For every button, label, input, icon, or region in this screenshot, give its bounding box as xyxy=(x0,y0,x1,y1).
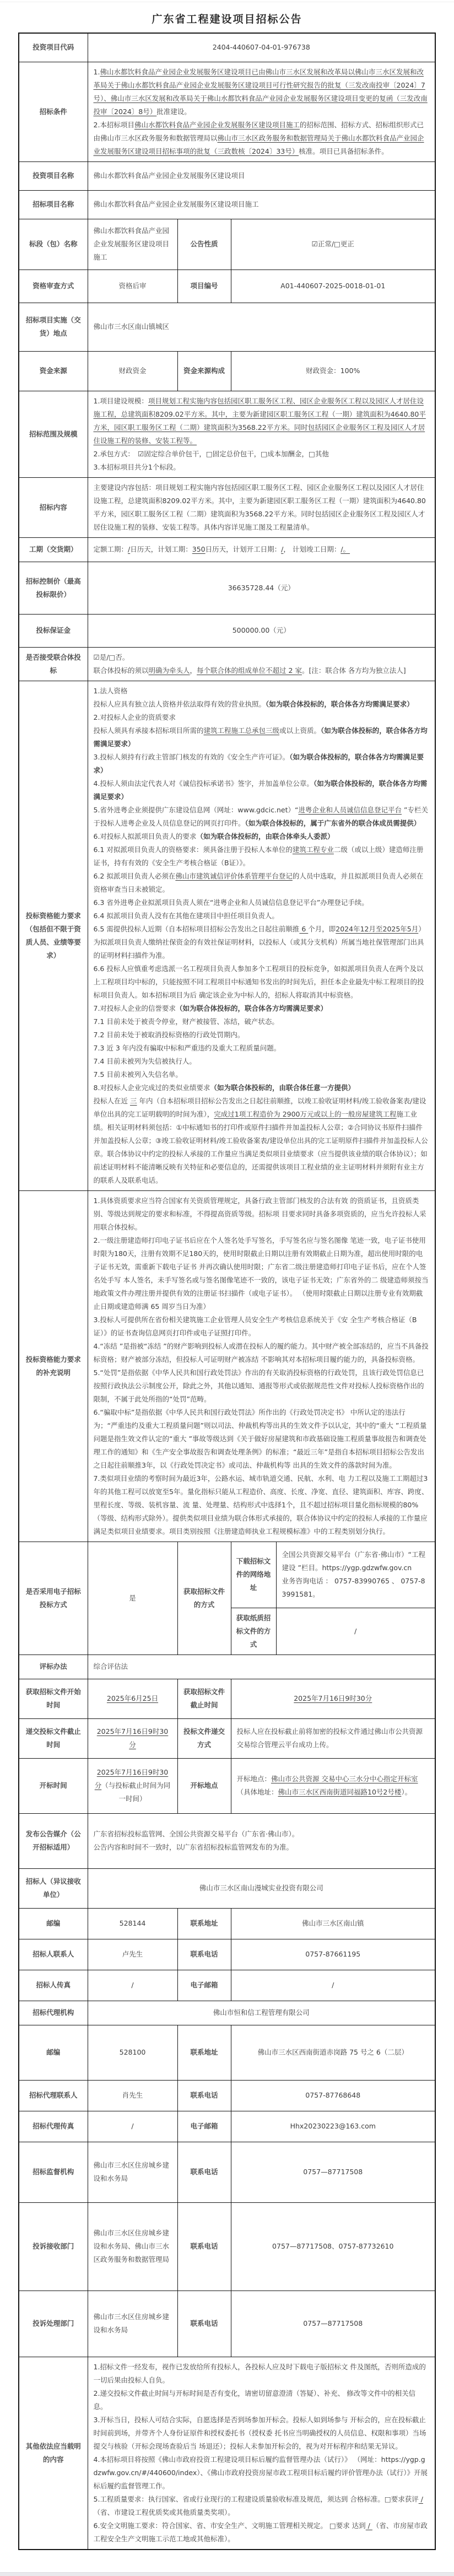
section-name-label: 标段（包）名称 xyxy=(19,219,88,270)
fund-composition-value: 财政资金：100% xyxy=(231,351,435,391)
bid-bond-label: 投标保证金 xyxy=(19,614,88,647)
fund-composition-label: 资金来源构成 xyxy=(177,351,231,391)
tender-conditions-label: 招标条件 xyxy=(19,62,88,161)
paper-document-label: 获取纸质招标文件的方式 xyxy=(231,1608,276,1655)
agency-contact-label: 招标代理联系人 xyxy=(19,2080,88,2111)
qualification-requirements-value: 1.法人资格 投标人应具有独立法人资格并依法取得有效的营业执照。（如为联合体投标的，联合体各方均需满足要求） 2.对投标人企业的资质要求 投标人须具有承接本招标项目所需的建筑工程施工总承包三级或以上资质。（如为联合体投标的，联合体各方均需满足要求） 3.投标人须持有行政主管部门核发的有效的《安全生产许可证》。（如为联合体投标的，联合体各方均需满足要求） 4.投标人须由法定代表人对《诚信投标承诺书》签字，并加盖单位公章。（如为联合体投标的，联合体各方均需满足要求） 5.省外进粤企业须提供广东建设信息网（网址：www.gdcic.net）“进粤企业和人员诚信信息登记平台 ”专栏关于投标人进粤企业及人员信息登记的网页打印件。（如为联合体投标的，属于广东省外的联合体成员需提供） 6.对投标人拟派项目负责人的要求（如为联合体投标的，由联合体牵头人委派） 6.1 对拟派项目负责人的资格要求：须具备注册于投标人本单位的建筑工程专业二级（或以上级）建造师注册证书，持有有效的《安全生产考核合格证（B证）》。 6.2 拟派项目负责人必须在佛山市建筑诚信评价体系管理平台登记的人员中选取，并且拟派项目负责人必须在资格审查当日未被锁定。 6.3 省外进粤企业拟派项目负责人须在“进粤企业和人员诚信信息登记平台”办理登记手续。 6.4 拟派项目负责人没有在其他在建项目中担任项目负责人。 6.5 需提供投标人近期（自本招标项目招标公告发出之日起往前顺推 6 个月，即2024年12月至2025年5月）为拟派项目负责人缴纳社保资金的有效社保证明材料，以投标人（或其分支机构）所属当地社保管理部门出具的证明材料扫描件为准。 6.6 投标人应慎重考虑选派一名工程项目负责人参加多个工程项目的投标竞争，如拟派项目负责人在两个及以上工程项目均中标的，只能按照不同工程项目中标通知书发出的时间先后，担任本企业最先中标工程项目的投标项目负责人。如本招标项目为后 确定该企业为中标人的，招标人将取消其中标资格。 7.对投标人企业的信誉要求（如为联合体投标的，联合体各方均需满足要求） 7.1 目前未处于被责令停业，财产被接管、冻结，破产状态。 7.2 目前未处于被取消投标资格的行政处罚期内。 7.3 近 3 年内没有骗取中标和严重违约及重大工程质量问题。 7.4 目前未被列为失信被执行人。 7.5 目前未被列入失信名单。 8.对投标人企业完成过的类似业绩要求（如为联合体投标的，由联合体任意一方提供） 投标人在近 三 年内（自本招标项目招标公告发出之日起往前顺推，以竣工验收证明材料/竣工验收备案表/建设单位出具的完工证明载明的时间为准），完成过1项工程造价为 2900万元或以上的一般房屋建筑工程施工业绩。相关证明材料须包括：①中标通知书的打印件或原件扫描件并加盖投标人公章；②合同协议书原件扫描件并加盖投标人公章；③竣工验收证明材料/竣工验收备案表/建设单位出具的完工证明原件扫描件并加盖投标人公章。联合体协议中约定的投标人承接的工作量应当满足类似项目业绩要求（应当提供该业绩的联合体协议）；如前述证明材料不能清晰反映有关特征和必要信息的，还需提供该项目工程业绩的业主证明材料并须附有业主方的联系人及联系电话。 xyxy=(88,681,435,1190)
page-top-divider xyxy=(0,0,454,2)
tender-project-name-label: 招标项目名称 xyxy=(19,190,88,219)
agency-phone-value: 0757-87768648 xyxy=(231,2080,435,2111)
agency-email-label: 电子邮箱 xyxy=(177,2111,231,2142)
project-number-value: A01-440607-2025-0018-01-01 xyxy=(231,270,435,303)
obtain-deadline-value: 2025年7月16日9时30分 xyxy=(231,1679,435,1718)
agency-address-label: 联系地址 xyxy=(177,2025,231,2080)
agency-contact-value: 肖先生 xyxy=(88,2080,177,2111)
agency-fax-label: 招标代理传真 xyxy=(19,2111,88,2142)
supervision-agency-value: 佛山市三水区住房城乡建设和水务局 xyxy=(88,2142,177,2202)
agency-phone-label: 联系电话 xyxy=(177,2080,231,2111)
tenderer-address-value: 佛山市三水区南山镇 xyxy=(231,1908,435,1939)
fund-source-value: 财政资金 xyxy=(88,351,177,391)
tenderer-label: 招标人（异议接收单位） xyxy=(19,1868,88,1908)
complaint-handle-label: 投诉处理部门 xyxy=(19,2291,88,2357)
tender-content-label: 招标内容 xyxy=(19,477,88,537)
tenderer-contact-label: 招标人联系人 xyxy=(19,1939,88,1970)
prequalification-method-label: 资格审查方式 xyxy=(19,270,88,303)
project-number-label: 项目编号 xyxy=(177,270,231,303)
opening-place-value: 开标地点：佛山市公共资源 交易中心三水分中心指定开标室（具体地址：佛山市三水区西南街道同福路10号2号楼）。 xyxy=(231,1758,435,1813)
supervision-agency-label: 招标监督机构 xyxy=(19,2142,88,2202)
tenderer-value: 佛山市三水区南山漫城实业投资有限公司 xyxy=(88,1868,435,1908)
download-address-label: 下载招标文件的网络地址 xyxy=(231,1542,276,1608)
evaluation-method-value: 综合评估法 xyxy=(88,1655,435,1679)
duration-label: 工期（交货期） xyxy=(19,537,88,562)
complaint-handle-phone-label: 联系电话 xyxy=(177,2291,231,2357)
other-content-label: 其他依法应当载明的内容 xyxy=(19,2357,88,2550)
notice-nature-label: 公告性质 xyxy=(177,219,231,270)
control-price-value: 36635728.44（元） xyxy=(88,562,435,614)
tenderer-address-label: 联系地址 xyxy=(177,1908,231,1939)
submission-method-value: 投标人应在投标截止前将加密的投标文件通过佛山市公共资源交易综合管理云平台成功上传。 xyxy=(231,1718,435,1758)
tenderer-phone-label: 联系电话 xyxy=(177,1939,231,1970)
tenderer-phone-value: 0757-87661195 xyxy=(231,1939,435,1970)
prequalification-method-value: 资格后审 xyxy=(88,270,177,303)
tenderer-fax-label: 招标人传真 xyxy=(19,1970,88,2001)
submission-deadline-value: 2025年7月16日9时30分 xyxy=(88,1718,177,1758)
fund-source-label: 资金来源 xyxy=(19,351,88,391)
complaint-receive-phone-label: 联系电话 xyxy=(177,2202,231,2291)
page-bottom-bar xyxy=(0,2572,454,2576)
investment-project-name-value: 佛山水都饮料食品产业园企业发展服务区建设项目 xyxy=(88,161,435,190)
bid-bond-value: 500000.00（元） xyxy=(88,614,435,647)
consortium-label: 是否接受联合体投标 xyxy=(19,647,88,681)
qualification-notes-value: 1.具体资质要求应当符合国家有关资质管理规定，具备行政主管部门核发的合法有效 的资质证书，且资质类别、等级达到规定的要求和标准，不得提高资质等级。招标项 目要求同时具备多项资质的，应当允许投标人采用联合体投标。 2.一级注册建造师打印电子证书后应在个人签名处手写签名，手写签名应与签名图像 笔迹一致，电子证书使用时限为180天，注册有效期不足180天的，使用时限截止日期以注册有效期截止日期为准，超出使用时限的电子证书无效，需重新下载电子证书 并再次确认使用时限；广东省二级注册建造师打印电子证书后，应在个人签名处手写 本人签名，未手写签名或与签名图像笔迹不一致的，该电子证书无效；广东省外的二 级建造师须按当地政策文件办理注册并提供有效的注册证书扫描件（或电子证书）。 （使用时限截止日期以注册专业有效期截止日期或建造师满 65 周岁当日为准） 3.投标人可提供所在省份相关建筑施工企业管理人员安全生产考核信息系统关于《安 全生产考核合格证（B证）》的证书查询信息网页打印件或电子证照打印件。 4.“冻结 ”是指被“冻结 ”的财产影响到投标人或潜在投标人的履约能力。其中财产被全部冻结的，应当不具备投标资格；财产被部分冻结，但投标人可证明财产被冻结 不影响其对本招标项目履约能力的，具备投标资格。 5.“处罚”是指依据《中华人民共和国行政处罚法》作出的有关取消投标资格的行政处罚，且该行政处罚信息已按照行政执法公示制度公开，除此之外，其他以通知、通报等形式或依据规范性文件对投标人投标资格作出的限制，不属于此处所指的“处罚”范畴。 6.“骗取中标”是指依据《中华人民共和国行政处罚法》所作出的《行政处罚决定书》 中所认定的违法行为；“严重违约及重大工程质量问题”则以司法、仲裁机构等出具的生效文件予以认定，其中的“重大 ”工程质量问题是指生效文件认定的“重大 ”事故等级达到《关于做好房屋建筑和市政基础设施工程质量事故报告和调查处理工作的通知》和《生产安全事故报告和调查处理条例》的标准；“最近三年”是指自本招标项目招标公告发出之日起往前顺推3年，以《行政处罚决定书》或司法、仲裁机构等 出具的生效文件的落款时间为准。 7.类似项目业绩的考察时间为最近3年，公路水运、城市轨道交通、民航、水利、电 力工程以及施工工期超过3年的其他工程可以放宽至5年。量化指标只能从工程造价、高度、长度、净宽、直径、建筑面积、库容、跨度、里程长度、等级、装机容量、流 量、处理量、结构形式中选择1个，且不超过招标项目量化指标规模的80%（等级、结构形式除外）。提供类似项目业绩为联合体形式承接的，联合体协议中约定的投标人承接的工作量应满足类似项目业绩要求。项目类别按照《注册建造师执业工程规模标准》中的工程类别划分执行。 xyxy=(88,1190,435,1542)
opening-time-label: 开标时间 xyxy=(19,1758,88,1813)
tenderer-fax-value: / xyxy=(88,1970,177,2001)
electronic-bidding-value: 是 xyxy=(88,1542,177,1655)
agency-postcode-label: 邮编 xyxy=(19,2025,88,2080)
agency-address-value: 佛山市三水区西南街道赤岗路 75 号之 6（二层） xyxy=(231,2025,435,2080)
complaint-handle-value: 佛山市三水区住房城乡建设和水务局 xyxy=(88,2291,177,2357)
opening-time-value: 2025年7月16日9时30分（与投标截止时间为同一时间） xyxy=(88,1758,177,1813)
submission-deadline-label: 递交投标文件截止时间 xyxy=(19,1718,88,1758)
agency-value: 佛山市恒和信工程管理有限公司 xyxy=(88,2001,435,2025)
tender-conditions-value: 1.佛山水都饮料食品产业园企业发展服务区建设项目已由佛山市三水区发展和改革局以佛山市三水区发展和改革局关于佛山水都饮料食品产业园企业发展服务区建设项目可行性研究报告的批复（三发改南投审〔2024〕7号）、佛山市三水区发展和改革局关于佛山水都饮料食品产业园企业发展服务区建设项目变更的复函（三发改南投审〔2024〕8号）批准建设。 2.本招标项目佛山水都饮料食品产业园企业发展服务区建设项目施工的招标范围、招标方式、招标组织形式已由佛山市三水区政务服务和数据管理局以佛山市三水区政务服务和数据管理局关于佛山水都饮料食品产业园企业发展服务区建设项目招标事项的批复（三政数核〔2024〕33号）核准。项目已具备招标条件。 xyxy=(88,62,435,161)
paper-document-value: / xyxy=(276,1608,435,1655)
electronic-bidding-label: 是否采用电子招标投标方式 xyxy=(19,1542,88,1655)
consortium-value: ☑是/□否。 联合体投标的须以明确为牵头人，每个联合体的组成单位不超过 2 家。[注：联合体 各方均为独立法人] xyxy=(88,647,435,681)
delivery-location-value: 佛山市三水区南山镇城区 xyxy=(88,303,435,351)
tenderer-email-label: 电子邮箱 xyxy=(177,1970,231,2001)
investment-project-name-label: 投资项目名称 xyxy=(19,161,88,190)
tender-project-name-value: 佛山水都饮料食品产业园企业发展服务区建设项目施工 xyxy=(88,190,435,219)
obtain-deadline-label: 获取招标文件截止时间 xyxy=(177,1679,231,1718)
tenderer-contact-value: 卢先生 xyxy=(88,1939,177,1970)
control-price-label: 招标控制价（最高投标限价） xyxy=(19,562,88,614)
obtain-method-label: 获取招标文件的方式 xyxy=(177,1542,231,1655)
supervision-phone-value: 0757—87717508 xyxy=(231,2142,435,2202)
complaint-receive-value: 佛山市三水区住房城乡建设和水务局、佛山市三水区政务服务和数据管理局 xyxy=(88,2202,177,2291)
announcement-media-value: 广东省招标投标监管网、全国公共资源交易平台（广东省·佛山市）。 公告内容和时间不一致时，以广东省招标投标监管网发布的为准。 xyxy=(88,1813,435,1868)
section-name-value: 佛山水都饮料食品产业园企业发展服务区建设项目施工 xyxy=(88,219,177,270)
agency-email-value: Hhx20230223@163.com xyxy=(231,2111,435,2142)
tenderer-postcode-label: 邮编 xyxy=(19,1908,88,1939)
agency-postcode-value: 528100 xyxy=(88,2025,177,2080)
obtain-start-value: 2025年6月25日 xyxy=(88,1679,177,1718)
notice-nature-value: ☑正常/□更正 xyxy=(231,219,435,270)
qualification-requirements-label: 投标资格能力要求（包括但不限于资质人员、业绩等要求） xyxy=(19,681,88,1190)
duration-value: 定额工期：/日历天，计划工期：350日历天，计划开工日期：/， 计划竣工日期：/。 xyxy=(88,537,435,562)
supervision-phone-label: 联系电话 xyxy=(177,2142,231,2202)
download-address-value: 全国公共资源交易平台（广东省·佛山市）“工程建设 ”栏目。https://ygp.gdzwfw.gov.cn 业务咨询电话 ： 0757-83990765 、 0757-83991581。 xyxy=(276,1542,435,1608)
agency-fax-value: / xyxy=(88,2111,177,2142)
investment-code-value: 2404-440607-04-01-976738 xyxy=(88,33,435,62)
tenderer-postcode-value: 528144 xyxy=(88,1908,177,1939)
tender-scope-value: 1.项目建设规模：项目规划工程实施内容包括园区职工服务区工程、园区企业服务区工程以及园区人才居住设施工程，总建筑面积8209.02平方米。其中，主要为新建园区职工服务区工程（一期）建筑面积为4640.80平方米，园区职工服务区工程（二期）建筑面积为3568.22平方米。同时包括园区企业服务区工程及园区人才居住设施工程的装修、安装工程等。 2.承包方式： ☑固定综合单价包干，□固定总价包干，□成本加酬金，□其他 3.本招标项目共分1个标段。 xyxy=(88,391,435,477)
tender-scope-label: 招标范围及规模 xyxy=(19,391,88,477)
complaint-handle-phone-value: 0757—87717508 xyxy=(231,2291,435,2357)
investment-code-label: 投资项目代码 xyxy=(19,33,88,62)
qualification-notes-label: 投标资格能力要求的补充说明 xyxy=(19,1190,88,1542)
evaluation-method-label: 评标办法 xyxy=(19,1655,88,1679)
agency-label: 招标代理机构 xyxy=(19,2001,88,2025)
other-content-value: 1.招标文件一经发布，视作已发放给所有投标人，各投标人应及时下载电子版招标文 件及图纸，否则所造成的一切后果由投标人自负。 2.递交投标文件截止时间与开标时间是否有变化，请密切留意澄清（答疑）、补充、 修改等文件中的相关信息。 3.开标当日，投标人可结合实际，自愿选择是否到场参加开标会。投标人如到场参与 开标会的，应在投标截止时间前到场，并带齐个人身份证原件和授权委托书（授权委 托书应当明确授权的人员信息、权限和事项）当场提交与核验（开标会现场查验后当 场退还）；投标人未参加开标会的，视为对开标程序和结果无异议。 4.本招标项目将按照《佛山市政府投资工程建设项目标后履约监督管理办法（试行）》 （网址：https://ygp.gdzwfw.gov.cn/#/440600/index）、《佛山市政府投资房屋市政工程项目标后履约评价管理办法（试行）》开展标后履约监督管理工作。 5.工程质量要求：执行国家、省或行业现行的工程建设质量验收标准及规范，须达到 合格标准。□要求获评 / （省、市建设工程优质奖或其他质量类奖项）。 6.安全文明施工要求：符合国家、省、市安全生产、文明施工管理相关规定。 □要求 达到 / （省、市房屋市政工程安全生产文明施工示范工地或其他标准）。 xyxy=(88,2357,435,2550)
complaint-receive-label: 投诉接收部门 xyxy=(19,2202,88,2291)
delivery-location-label: 招标项目实施（交货）地点 xyxy=(19,303,88,351)
tenderer-email-value: / xyxy=(231,1970,435,2001)
opening-place-label: 开标地点 xyxy=(177,1758,231,1813)
obtain-start-label: 获取招标文件开始时间 xyxy=(19,1679,88,1718)
complaint-receive-phone-value: 0757—87717508、0757-87732610 xyxy=(231,2202,435,2291)
tender-content-value: 主要建设内容包括：项目规划工程实施内容包括园区职工服务区工程、园区企业服务区工程以及园区人才居住设施工程，总建筑面积8209.02平方米。其中，主要为新建园区职工服务区工程（一期）建筑面积为4640.80平方米，园区职工服务区工程（二期）建筑面积为3568.22平方米。同时包括园区企业服务区工程及园区人才居住设施工程的装修、安装工程等。具体内容详见施工图及工程量清单。 xyxy=(88,477,435,537)
tender-announcement-table xyxy=(18,33,436,2550)
page-title: 广东省工程建设项目招标公告 xyxy=(152,13,302,25)
announcement-media-label: 发布公告媒介（公开招标适用） xyxy=(19,1813,88,1868)
submission-method-label: 投标文件递交方式 xyxy=(177,1718,231,1758)
